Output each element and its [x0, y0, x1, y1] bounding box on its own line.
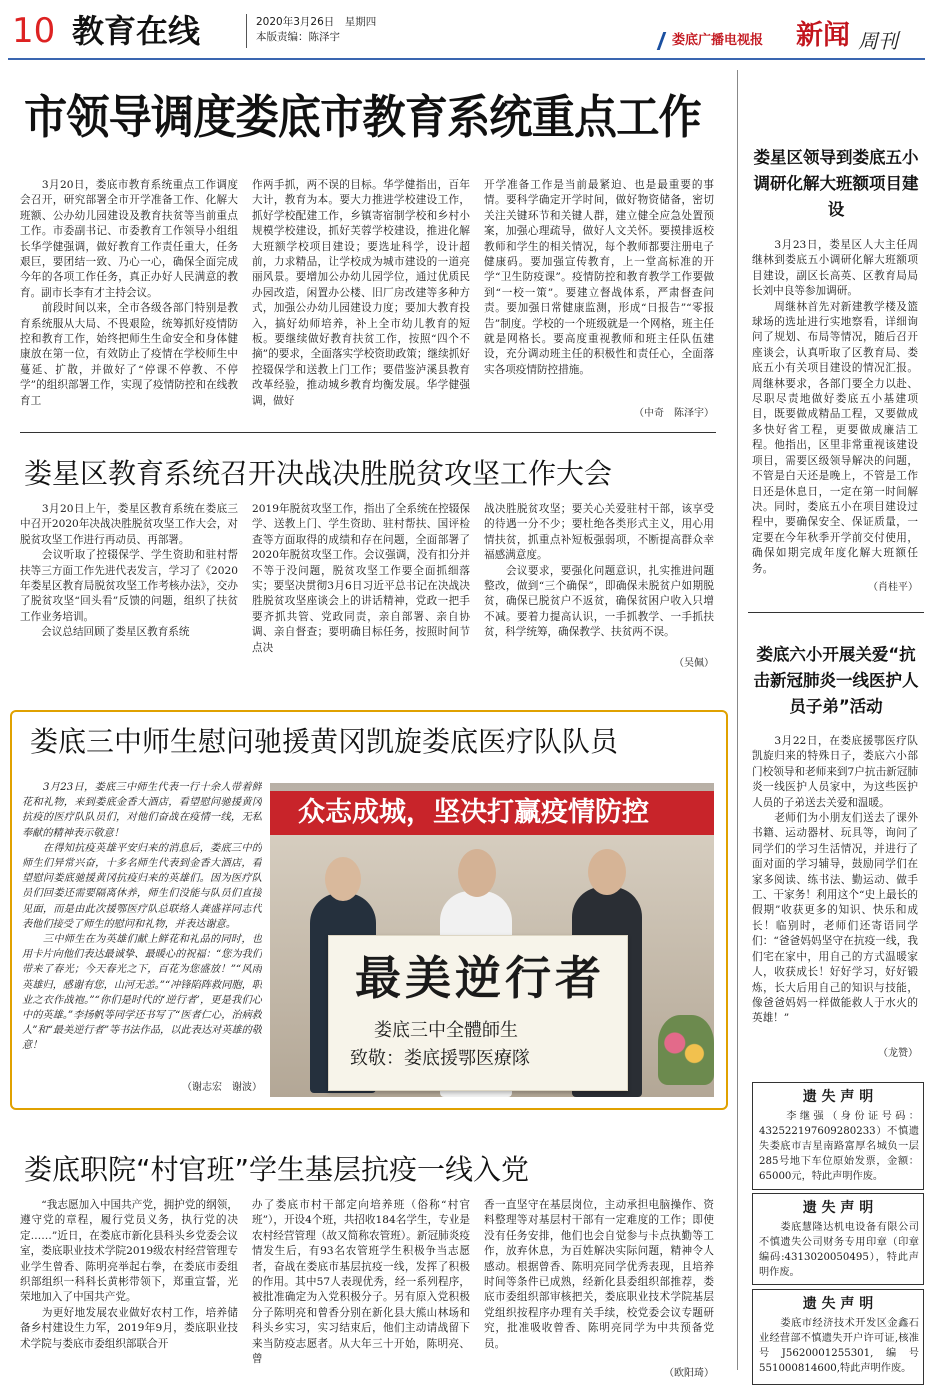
a1-col-3: 开学准备工作是当前最紧迫、也是最重要的事情。要科学确定开学时间，做好物资储备，密切关注关键环节和关键人群，建立健全应急处置预案，加强心理疏导，做好人文关怀。要摸排返校教师和学生的相关情况，每个教师都要注册电子健康码。要加强宣传教育，上一堂高标准的开学“卫生防疫课”。疫情防控和教育教学工作要做到“一校一策”。要建立督战体系，严肃督查问责。要加强日常健康监测，形成“日报告”“零报告”制度。学校的一个班级就是一个网格，班主任就是网格长。要高度重视教师和班主任队伍建设，充分调动班主任的积极性和责任心，全面落实各项疫情防控措施。 — [484, 179, 714, 376]
photo-banner-text: 众志成城，坚决打赢疫情防控 — [298, 797, 649, 828]
page-number: 10 — [12, 11, 56, 51]
a5-headline: 娄底三中师生慰问驰援黄冈凯旋娄底医疗队队员 — [30, 725, 619, 758]
a3-headline: 娄星区教育系统召开决战决胜脱贫攻坚工作大会 — [24, 457, 613, 490]
person-1-head — [325, 857, 361, 901]
page-editor: 本版责编：陈泽宇 — [256, 31, 340, 43]
a3-col-3: 战决胜脱贫攻坚；要关心关爱驻村干部，该享受的待遇一分不少；要杜绝各类形式主义，用心用情扶贫，抓重点补短板强弱项，不断提高群众幸福感满意度。 会议要求，要强化问题意识，扎实推进问题整改，做到“三个确保”，即确保未脱贫户如期脱贫，确保已脱贫户不返贫，确保贫困户收入只增不减。要着力提高认识，一手抓教学、一手抓扶贫，科学统筹，确保教学、扶贫两不误。 — [484, 503, 714, 639]
a1-headline: 市领导调度娄底市教育系统重点工作 — [24, 90, 701, 144]
a2-byline: （肖桂平） — [868, 582, 918, 593]
header-divider — [246, 14, 247, 48]
a3-col-1: 3月20日上午，娄星区教育系统在娄底三中召开2020年决战决胜脱贫攻坚工作大会，对脱贫攻坚工作进行再动员、再部署。 会议听取了控辍保学、学生资助和驻村帮扶等三方面工作先进代表发言，学习了《2020年娄星区教育局脱贫攻坚工作考核办法》，交办了脱贫攻坚“回头看”反馈的问题，组织了扶贫工作业务培训。 会议总结回顾了娄星区教育系统 — [20, 503, 238, 639]
slash-mark — [657, 32, 667, 50]
issue-weekday: 星期四 — [344, 16, 377, 28]
station-name: 娄底广播电视报 — [672, 33, 764, 48]
a6-byline: （欧阳琦） — [664, 1368, 714, 1379]
a1-col-1: 3月20日，娄底市教育系统重点工作调度会召开，研究部署全市开学准备工作、化解大班额、公办幼儿园建设及教育扶贫等当前重点工作。市委副书记、市委教育工作领导小组组长华学健强调，做好教育工作责任重大，任务艰巨，要团结一致、乃心一心，确保全面完成今年的各项工作任务，真正办好人民满意的教育。副市长李有才主持会议。 前段时间以来，全市各级各部门特别是教育系统服从大局、不畏艰险，统筹抓好疫情防控和教育工作，始终把师生生命安全和身体健康放在第一位，有效防止了疫情在学校师生中蔓延、扩散，并做好了“停课不停教、不停学”的组织部署工作，实现了疫情防控和在线教育工 — [20, 179, 238, 407]
a6-col-1: “我志愿加入中国共产党，拥护党的纲领，遵守党的章程，履行党员义务，执行党的决定……”近日，在娄底市新化县科头乡党委会议室，娄底职业技术学院2019级农村经营管理专业学生曾香、陈明亮举起右拳，在娄底市委组织部组织一科科长黄彬带领下，郑重宣誓，光荣地加入了中国共产党。 为更好地发展农业做好农村工作，培养储备乡村建设生力军，2019年9月，娄底职业技术学院与娄底市委组织部联合开 — [20, 1199, 238, 1350]
person-2-head — [458, 849, 496, 897]
a4-byline: （龙赞） — [878, 1048, 918, 1059]
calligraphy-line-2: 致敬：娄底援鄂医療隊 — [350, 1048, 530, 1069]
right-column-divider — [737, 70, 738, 1370]
a3-col-2: 2019年脱贫攻坚工作，指出了全系统在控辍保学、送教上门、学生资助、驻村帮扶、国评检查等方面取得的成绩和存在问题，全面部署了2020年脱贫攻坚工作。会议强调，没有扣分并不等于没问题，脱贫攻坚工作要全面抓细落实；要坚决贯彻3月6日习近平总书记在决战决胜脱贫攻坚座谈会上的讲话精神，党政一把手要齐抓共管、党政同责，亲自部署、亲自协调、亲自督查；要明确目标任务，按照时间节点决 — [252, 503, 470, 654]
a6-headline: 娄底职院“村官班”学生基层抗疫一线入党 — [24, 1153, 530, 1186]
a6-col-3: 香一直坚守在基层岗位，主动承担电脑操作、资料整理等对基层村干部有一定难度的工作；即使没有任务安排，他们也会自觉参与卡点执勤等工作，放弃休息，为百姓解决实际问题，精神令人感动。根据曾香、陈明亮同学优秀表现，且培养时间等条件已成熟，经新化县委组织部推荐，娄底市委组织部审核把关，娄底职业技术学院基层党组织按程序办理有关手续，校党委会议专题研究，批准吸收曾香、陈明亮同学为中共预备党员。 — [484, 1199, 714, 1350]
notice-2 — [752, 1193, 924, 1285]
brand-name: 新闻 — [796, 20, 850, 51]
header-rule — [8, 58, 925, 60]
notice-2-body: 娄底慧隆达机电设备有限公司不慎遗失公司财务专用印章（印章编码:4313020050495），特此声明作废。 — [759, 1222, 919, 1278]
a1-bottom-rule — [20, 432, 716, 433]
a2-body: 3月23日，娄星区人大主任周继林到娄底五小调研化解大班额项目建设，副区长高英、区教育局局长刘中良等参加调研。 周继林首先对新建教学楼及篮球场的选址进行实地察看，详细询问了规划、布局等情况，随后召开座谈会，认真听取了区教育局、娄底五小有关项目建设的情况汇报。周继林要求，各部门要全力以赴、尽职尽责地做好娄底五小基建项目，既要做成精品工程，又要做成多快好省工程，更要做成廉洁工程。他指出，区里非常重视该建设项目，需要区级领导解决的问题，不管是白天还是晚上，不管是工作日还是休息日，一定在第一时间解决。同时，娄底五小在项目建设过程中，要确保安全、保证质量，一定要在今年秋季开学前交付使用，确保如期完成年度化解大班额任务。 — [752, 239, 918, 575]
notice-3-body: 娄底市经济技术开发区金鑫石业经营部不慎遗失开户许可证,核准号J5620001255301,编号551000814600,特此声明作废。 — [759, 1318, 919, 1374]
flowers — [658, 1015, 714, 1085]
notice-3 — [752, 1289, 924, 1385]
notice-1 — [752, 1082, 924, 1190]
notice-2-title: 遗 失 声 明 — [802, 1200, 874, 1216]
calligraphy-main: 最美逆行者 — [355, 951, 605, 1005]
notice-1-body: 李继强（身份证号码：432522197609280233）不慎遗失娄底市吉星南路富厚名城负一层285号地下车位原始发票，金额：65000元，特此声明作废。 — [759, 1111, 919, 1182]
a5-byline: （谢志宏 谢波） — [182, 1082, 262, 1093]
masthead — [660, 18, 924, 56]
notice-3-title: 遗 失 声 明 — [802, 1296, 874, 1312]
person-3-head — [588, 849, 626, 895]
section-title: 教育在线 — [72, 12, 201, 50]
a4-headline: 娄底六小开展关爱“抗击新冠肺炎一线医护人员子弟”活动 — [753, 645, 919, 716]
a5-body: 3月23日，娄底三中师生代表一行十余人带着鲜花和礼物，来到娄底金香大酒店，看望慰问驰援黄冈抗疫的医疗队队员们，对他们奋战在疫情一线，无私奉献的精神表示敬意！ 在得知抗疫英雄平安归来的消息后，娄底三中的师生们异常兴奋，十多名师生代表到金香大酒店，看望慰问娄底驰援黄冈抗疫归来的英雄们。因为医疗队员们回娄还需要隔离休养，师生们没能与队员们直接见面，而是由此次援鄂医疗队总联络人龚盛祥同志代表他们接受了师生的慰问和礼物，并表达谢意。 三中师生在为英雄们献上鲜花和礼品的同时，也用卡片向他们表达最诚挚、最暖心的祝福：“您为我们带来了春光；今天春光之下，百花为您盛放！”“风雨英雄归，感谢有您，山河无恙。”“冲锋陷阵救同胞，职业之衣作战袍。”“你们是时代的‘逆行者’，更是我们心中的英雄。”李扬帆等同学还书写了“医者仁心，治病救人”和“最美逆行者”等书法作品，以此表达对英雄的敬意！ — [22, 782, 262, 1052]
a2-bottom-rule — [748, 612, 924, 613]
a1-byline: （中奇 陈泽宇） — [634, 408, 714, 419]
a6-col-2: 办了娄底市村干部定向培养班（俗称“村官班”），开设4个班，共招收184名学生，专业是农村经营管理（故又简称农管班）。新冠肺炎疫情发生后，有93名农管班学生积极争当志愿者，奋战在娄底市基层抗疫一线，发挥了积极的作用。其中57人表现优秀，经一系列程序，被批准确定为入党积极分子。另有原入党积极分子陈明亮和曾香分别在新化县大熊山林场和科头乡实习，实习结束后，他们主动请战留下来当防疫志愿者。从大年三十开始，陈明亮、曾 — [252, 1199, 470, 1366]
a4-body: 3月22日，在娄底援鄂医疗队凯旋归来的特殊日子，娄底六小部门校领导和老师来到7户抗击新冠肺炎一线医护人员家中，为这些医护人员的子弟送去关爱和温暖。 老师们为小朋友们送去了课外书籍、运动器材、玩具等，询问了同学们的学习生活情况，并进行了面对面的学习辅导，鼓励同学们在家多阅读、练书法、勤运动、做手工、干家务！利用这个“史上最长的假期”收获更多的知识、快乐和成长！临别时，老师们还寄语同学们：“爸爸妈妈坚守在抗疫一线，我们宅在家中，用自己的方式温暖家人，收获成长！好好学习，好好锻炼，长大后用自己的知识与技能，像爸爸妈妈一样做能救人于水火的英雄！” — [752, 735, 918, 1025]
a5-photo — [270, 783, 714, 1097]
a1-col-2: 作两手抓，两不误的目标。华学健指出，百年大计，教育为本。要大力推进学校建设工作，抓好学校配建工作，乡镇寄宿制学校和乡村小规模学校建设，抓好芙蓉学校建设，推进化解大班额学校项目建设；要选址科学，设计超前，力求精品，让学校成为城市建设的一道亮丽风景。要增加公办幼儿园学位，通过优质民办园改造，闲置办公楼、旧厂房改建等多种方式，加强公办幼儿园建设力度；要加大教育投入，搞好幼师培养，补上全市幼儿教育的短板。要继续做好教育扶贫工作，按照“四个不摘”的要求，全面落实学校资助政策；继续抓好控辍保学和送教上门工作；要借鉴泸溪县教育改革经验，推动城乡教育均衡发展。华学健强调，做好 — [252, 179, 470, 407]
issue-date: 2020年3月26日 — [256, 16, 335, 28]
a3-byline: （吴佩） — [674, 658, 714, 669]
notice-1-title: 遗 失 声 明 — [802, 1089, 874, 1105]
a2-headline: 娄星区领导到娄底五小调研化解大班额项目建设 — [753, 148, 919, 219]
calligraphy-line-1: 娄底三中全體師生 — [374, 1020, 518, 1041]
weekly-label: 周刊 — [858, 29, 898, 53]
issue-date-line — [256, 15, 376, 29]
